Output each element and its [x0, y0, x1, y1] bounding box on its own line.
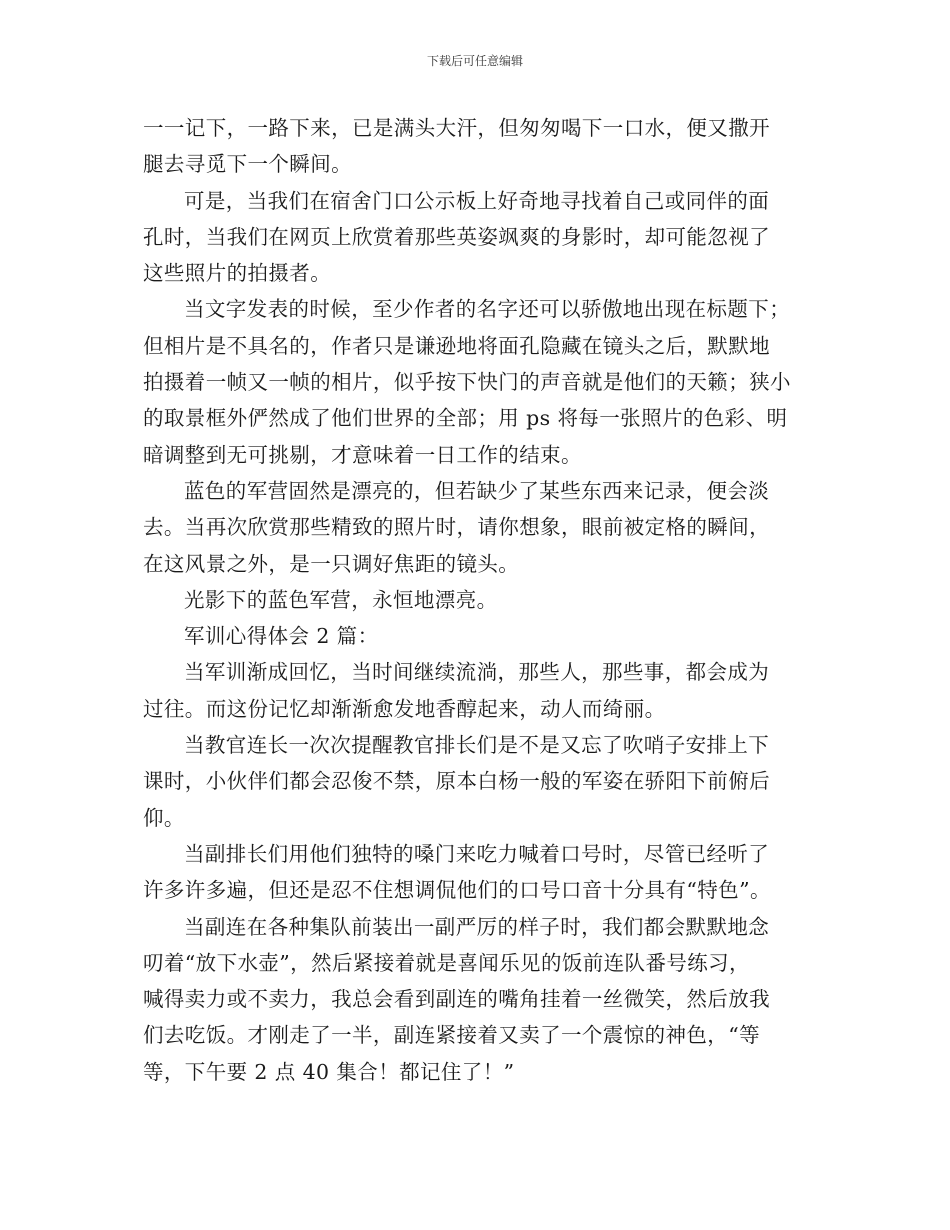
paragraph [143, 291, 813, 472]
text-line: 蓝色的军营固然是漂亮的，但若缺少了某些东西来记录，便会淡 [184, 478, 770, 503]
text-line: 这些照片的拍摄者。 [143, 261, 332, 286]
paragraph [143, 727, 813, 836]
text-line: 腿去寻觅下一个瞬间。 [143, 152, 352, 177]
paragraph [143, 183, 813, 292]
text-line: 们去吃饭。才刚走了一半，副连紧接着又卖了一个震惊的神色，“等 [143, 1023, 760, 1048]
text-line: 的取景框外俨然成了他们世界的全部；用 ps 将每一张照片的色彩、明 [143, 406, 788, 431]
text-line: 军训心得体会 2 篇： [184, 624, 379, 649]
text-line: 当教官连长一次次提醒教官排长们是不是又忘了吹哨子安排上下 [184, 733, 770, 758]
text-line: 拍摄着一帧又一帧的相片，似乎按下快门的声音就是他们的天籁；狭小 [143, 370, 791, 395]
text-line: 当副连在各种集队前装出一副严厉的样子时，我们都会默默地念 [184, 914, 770, 939]
text-line: 孔时，当我们在网页上欣赏着那些英姿飒爽的身影时，却可能忽视了 [143, 224, 770, 249]
text-line: 但相片是不具名的，作者只是谦逊地将面孔隐藏在镜头之后，默默地 [143, 333, 770, 358]
paragraph [143, 110, 813, 183]
document-body [143, 110, 813, 1090]
text-line: 当文字发表的时候，至少作者的名字还可以骄傲地出现在标题下； [184, 297, 791, 322]
paragraph [143, 618, 813, 654]
paragraph [143, 836, 813, 909]
text-line: 课时，小伙伴们都会忍俊不禁，原本白杨一般的军姿在骄阳下前俯后 [143, 769, 770, 794]
text-line: 可是，当我们在宿舍门口公示板上好奇地寻找着自己或同伴的面 [184, 188, 770, 213]
page-header: 下载后可任意编辑 [426, 54, 523, 68]
text-line: 光影下的蓝色军营，永恒地漂亮。 [184, 587, 498, 612]
text-line: 去。当再次欣赏那些精致的照片时，请你想象，眼前被定格的瞬间， [143, 515, 770, 540]
text-line: 在这风景之外，是一只调好焦距的镜头。 [143, 551, 520, 576]
text-line: 许多许多遍，但还是忍不住想调侃他们的口号口音十分具有“特色”。 [143, 878, 771, 903]
paragraph [143, 473, 813, 582]
text-line: 当副排长们用他们独特的嗓门来吃力喊着口号时，尽管已经听了 [184, 841, 770, 866]
text-line: 过往。而这份记忆却渐渐愈发地香醇起来，动人而绮丽。 [143, 696, 666, 721]
paragraph [143, 582, 813, 618]
paragraph [143, 654, 813, 727]
text-line: 叨着“放下水壶”，然后紧接着就是喜闻乐见的饭前连队番号练习， [143, 950, 750, 975]
text-line: 喊得卖力或不卖力，我总会看到副连的嘴角挂着一丝微笑，然后放我 [143, 987, 770, 1012]
text-line: 暗调整到无可挑剔，才意味着一日工作的结束。 [143, 442, 582, 467]
paragraph [143, 909, 813, 1090]
text-line: 等，下午要 2 点 40 集合！都记住了！” [143, 1059, 515, 1084]
text-line: 一一记下，一路下来，已是满头大汗，但匆匆喝下一口水，便又撒开 [143, 116, 770, 140]
text-line: 仰。 [143, 805, 185, 830]
text-line: 当军训渐成回忆，当时间继续流淌，那些人，那些事，都会成为 [184, 660, 770, 685]
